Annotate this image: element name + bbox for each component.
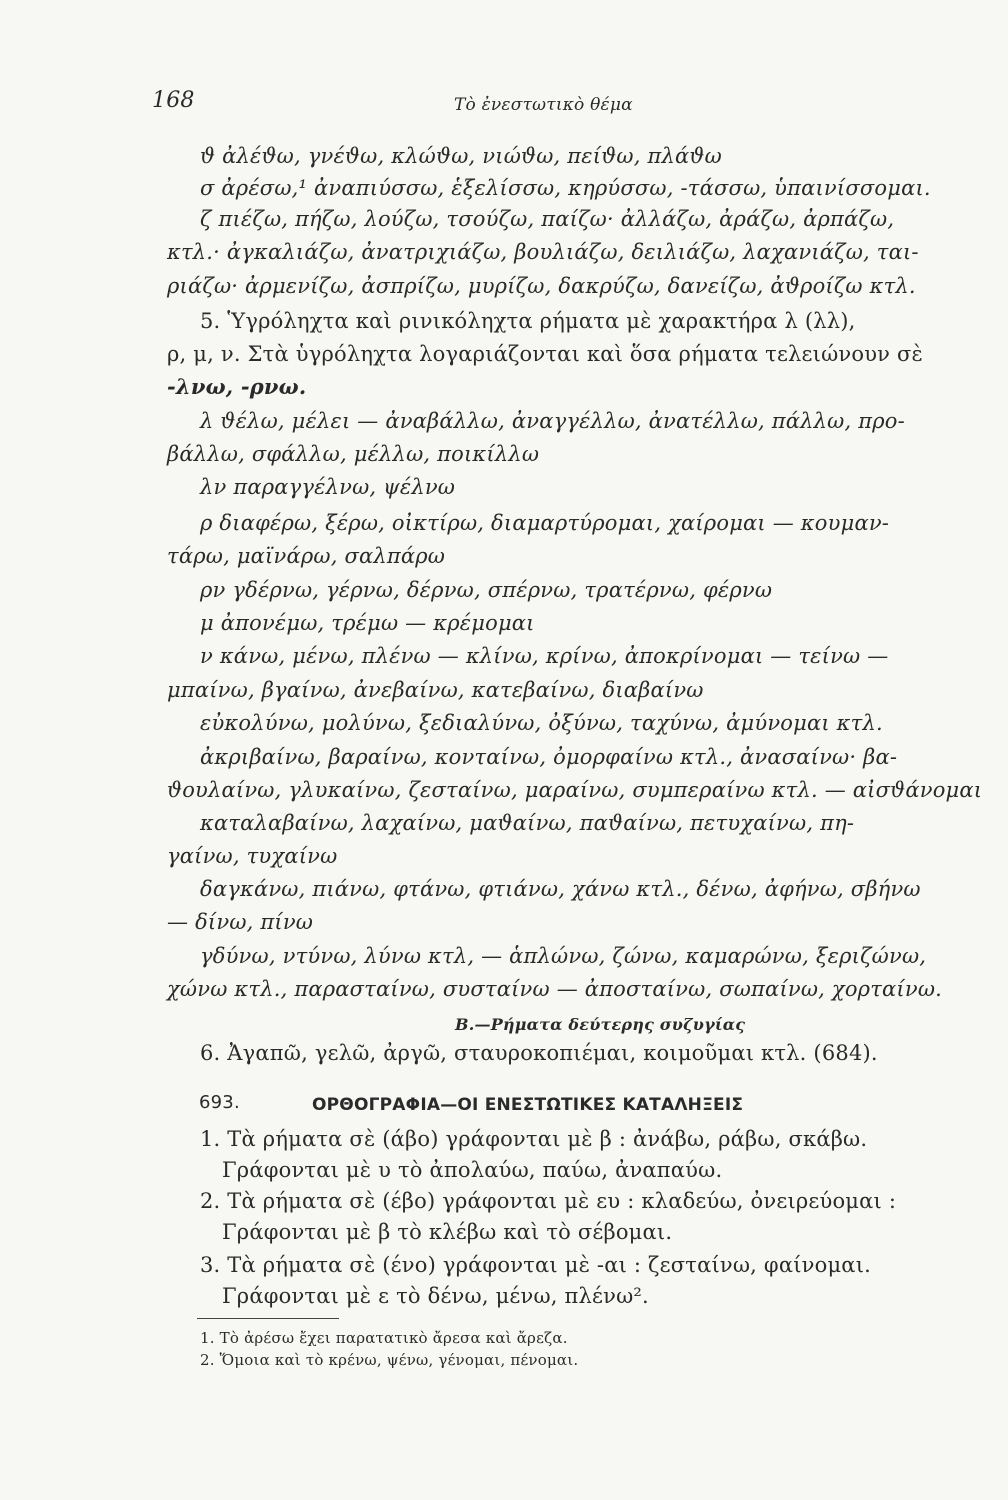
text-line: ϑ ἀλέϑω, γνέϑω, κλώϑω, νιώϑω, πείϑω, πλάϑω — [200, 144, 722, 168]
text-line: εὐκολύνω, μολύνω, ξεδιαλύνω, ὀξύνω, ταχύνω, ἀμύνομαι κτλ. — [200, 711, 883, 735]
text-line: — δίνω, πίνω — [167, 910, 314, 934]
rule-line: 1. Τὰ ρήματα σὲ (άβο) γράφονται μὲ β : ἀνάβω, ράβω, σκάβω. — [200, 1127, 868, 1151]
text-line: γαίνω, τυχαίνω — [167, 844, 338, 868]
item-6: 6. Ἀγαπῶ, γελῶ, ἀργῶ, σταυροκοπιέμαι, κοιμοῦμαι κτλ. (684). — [200, 1041, 878, 1065]
section-693-title: ΟΡΘΟΓΡΑΦΙΑ—ΟΙ ΕΝΕΣΤΩΤΙΚΕΣ ΚΑΤΑΛΗΞΕΙΣ — [312, 1095, 744, 1115]
text-line: ρ διαφέρω, ξέρω, οἰκτίρω, διαμαρτύρομαι, χαίρομαι — κουμαν- — [200, 511, 890, 535]
text-line: λ ϑέλω, μέλει — ἀναβάλλω, ἀναγγέλλω, ἀνατέλλω, πάλλω, προ- — [200, 409, 905, 433]
footnote: 1. Τὸ ἀρέσω ἔχει παρατατικὸ ἄρεσα καὶ ἄρεζα. — [200, 1329, 568, 1347]
text-line: ρ, μ, ν. Στὰ ὑγρόληχτα λογαριάζονται καὶ ὅσα ρήματα τελειώνουν σὲ — [167, 342, 924, 366]
text-line: 5. Ὑγρόληχτα καὶ ρινικόληχτα ρήματα μὲ χαρακτήρα λ (λλ), — [200, 309, 856, 333]
text-line: ν κάνω, μένω, πλένω — κλίνω, κρίνω, ἀποκρίνομαι — τείνω — — [200, 644, 889, 668]
text-line: δαγκάνω, πιάνω, φτάνω, φτιάνω, χάνω κτλ., δένω, ἀφήνω, σβήνω — [200, 877, 921, 901]
page-number: 168 — [152, 88, 195, 113]
text-line: ρν γδέρνω, γέρνω, δέρνω, σπέρνω, τρατέρνω, φέρνω — [200, 578, 773, 602]
text-line: σ ἀρέσω,¹ ἀναπιύσσω, ἑξελίσσω, κηρύσσω, -τάσσω, ὑπαινίσσομαι. — [200, 176, 931, 200]
text-line: τάρω, μαϊνάρω, σαλπάρω — [167, 544, 446, 568]
footnote: 2. Ὅμοια καὶ τὸ κρένω, ψένω, γένομαι, πένομαι. — [200, 1351, 579, 1369]
text-line: βάλλω, σφάλλω, μέλλω, ποικίλλω — [167, 442, 540, 466]
rule-line: 2. Τὰ ρήματα σὲ (έβο) γράφονται μὲ ευ : κλαδεύω, ὀνειρεύομαι : — [200, 1189, 897, 1213]
text-line: ριάζω· ἀρμενίζω, ἀσπρίζω, μυρίζω, δακρύζω, δανείζω, ἀϑροίζω κτλ. — [167, 274, 916, 298]
text-line: -λνω, -ρνω. — [167, 374, 307, 399]
text-line: ϑουλαίνω, γλυκαίνω, ζεσταίνω, μαραίνω, συμπεραίνω κτλ. — αἰσϑάνομαι — [167, 778, 983, 802]
rule-line: Γράφονται μὲ υ τὸ ἀπολαύω, παύω, ἀναπαύω. — [222, 1158, 723, 1182]
text-line: κτλ.· ἀγκαλιάζω, ἀνατριχιάζω, βουλιάζω, δειλιάζω, λαχανιάζω, ται- — [167, 240, 919, 264]
section-693-number: 693. — [199, 1092, 240, 1113]
footnote-divider — [197, 1318, 339, 1319]
running-title: Τὸ ἐνεστωτικὸ θέμα — [454, 95, 633, 115]
text-line: λν παραγγέλνω, ψέλνω — [200, 475, 456, 499]
text-line: καταλαβαίνω, λαχαίνω, μαϑαίνω, παϑαίνω, πετυχαίνω, πη- — [200, 811, 855, 835]
rule-line: 3. Τὰ ρήματα σὲ (ένο) γράφονται μὲ -αι : ζεσταίνω, φαίνομαι. — [200, 1253, 871, 1277]
rule-line: Γράφονται μὲ ε τὸ δένω, μένω, πλένω². — [222, 1284, 649, 1308]
text-line: ἀκριβαίνω, βαραίνω, κονταίνω, ὀμορφαίνω κτλ., ἀνασαίνω· βα- — [200, 745, 898, 769]
text-line: μπαίνω, βγαίνω, ἀνεβαίνω, κατεβαίνω, διαβαίνω — [167, 678, 704, 702]
text-line: ζ πιέζω, πήζω, λούζω, τσούζω, παίζω· ἀλλάζω, ἀράζω, ἀρπάζω, — [200, 207, 895, 231]
rule-line: Γράφονται μὲ β τὸ κλέβω καὶ τὸ σέβομαι. — [222, 1220, 673, 1244]
section-b-title: Β.—Ρήματα δεύτερης συζυγίας — [455, 1015, 746, 1034]
text-line: γδύνω, ντύνω, λύνω κτλ, — ἁπλώνω, ζώνω, καμαρώνω, ξεριζώνω, — [200, 944, 927, 968]
text-line: χώνω κτλ., παρασταίνω, συσταίνω — ἀποσταίνω, σωπαίνω, χορταίνω. — [167, 977, 943, 1001]
text-line: μ ἀπονέμω, τρέμω — κρέμομαι — [200, 611, 535, 635]
